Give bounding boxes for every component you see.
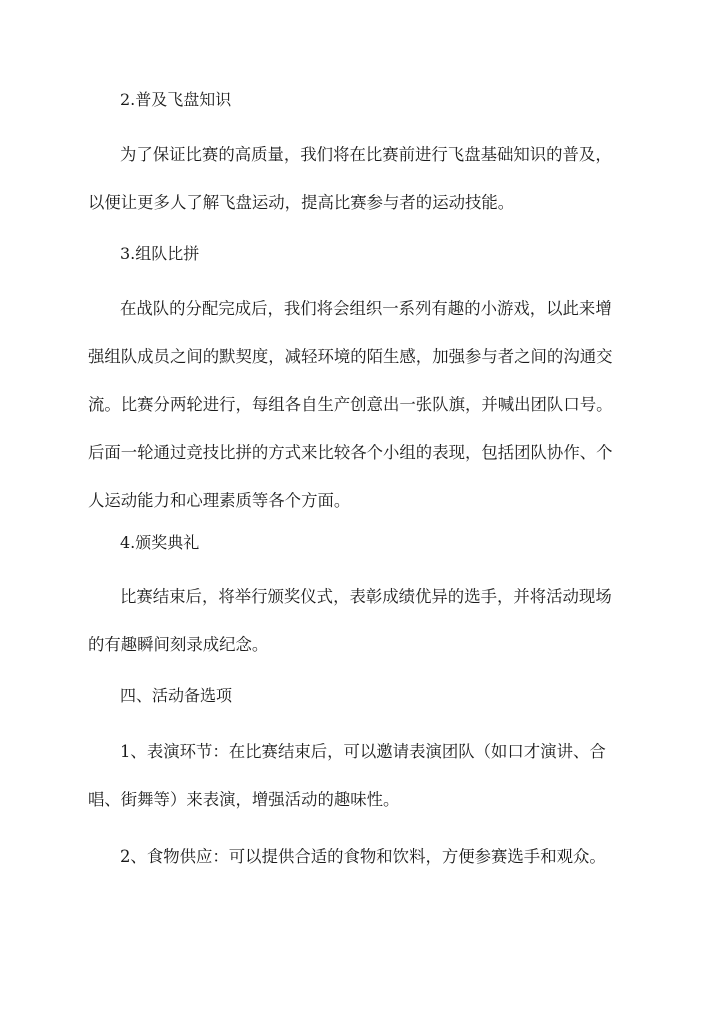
paragraph-team-competition (88, 285, 634, 525)
paragraph-line: 为了保证比赛的高质量，我们将在比赛前进行飞盘基础知识的普及， (120, 145, 612, 164)
paragraph-line: 流。比赛分两轮进行，每组各自生产创意出一张队旗，并喊出团队口号。 (88, 395, 613, 414)
paragraph-line: 强组队成员之间的默契度，减轻环境的陌生感，加强参与者之间的沟通交 (88, 347, 613, 366)
paragraph-performance-option (88, 728, 634, 824)
paragraph-line: 2、食物供应：可以提供合适的食物和饮料，方便参赛选手和观众。 (120, 847, 606, 866)
paragraph-line: 人运动能力和心理素质等各个方面。 (88, 491, 351, 510)
paragraph-line: 的有趣瞬间刻录成纪念。 (88, 635, 269, 654)
paragraph-line: 比赛结束后，将举行颁奖仪式，表彰成绩优异的选手，并将活动现场 (120, 587, 612, 606)
paragraph-popularize-frisbee (88, 131, 634, 227)
paragraph-award-ceremony (88, 573, 634, 669)
section-heading-award-ceremony: 4.颁奖典礼 (120, 533, 200, 552)
paragraph-line: 1、表演环节：在比赛结束后，可以邀请表演团队（如口才演讲、合 (120, 742, 606, 761)
paragraph-food-option (88, 833, 634, 881)
paragraph-line: 唱、街舞等）来表演，增强活动的趣味性。 (88, 790, 400, 809)
paragraph-line: 以便让更多人了解飞盘运动，提高比赛参与者的运动技能。 (88, 193, 515, 212)
paragraph-line: 在战队的分配完成后，我们将会组织一系列有趣的小游戏，以此来增 (120, 299, 612, 318)
section-heading-team-competition: 3.组队比拼 (120, 244, 200, 263)
paragraph-line: 后面一轮通过竞技比拼的方式来比较各个小组的表现，包括团队协作、个 (88, 443, 613, 462)
section-heading-optional-activities: 四、活动备选项 (120, 686, 233, 705)
section-heading-popularize-frisbee: 2.普及飞盘知识 (120, 90, 232, 109)
